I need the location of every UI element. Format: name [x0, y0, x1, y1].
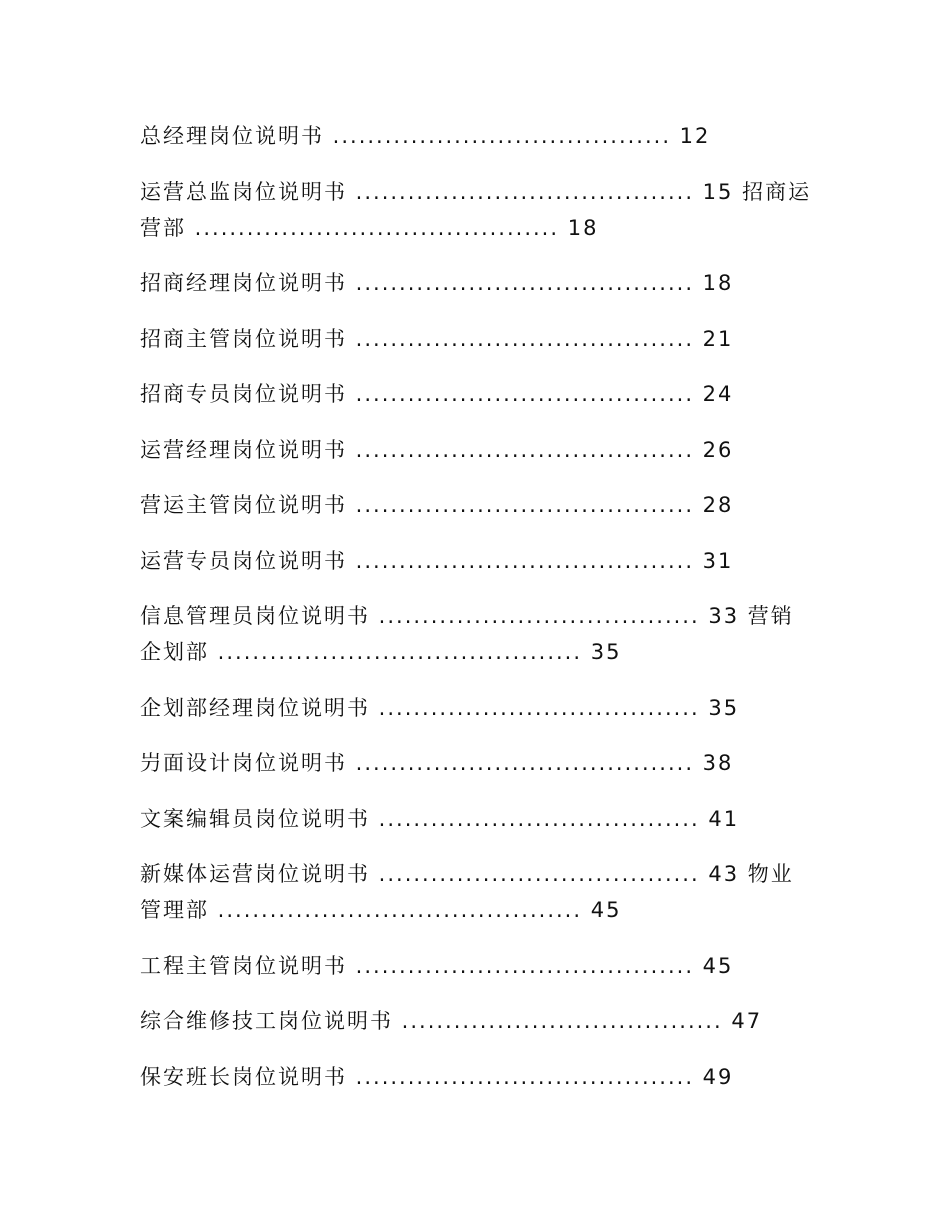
- toc-entry[interactable]: [140, 174, 820, 246]
- toc-entry[interactable]: [140, 432, 820, 468]
- toc-line: 信息管理员岗位说明书 ..................................... 33 营销: [140, 604, 794, 628]
- toc-line: 屶面设计岗位说明书 ....................................... 38: [140, 751, 734, 775]
- toc-line: 总经理岗位说明书 ....................................... 12: [140, 124, 711, 148]
- toc-line: 运营经理岗位说明书 ....................................... 26: [140, 437, 734, 462]
- toc-entry[interactable]: [140, 801, 820, 837]
- toc-entry[interactable]: [140, 487, 820, 523]
- toc-line: 文案编辑员岗位说明书 ..................................... 41: [140, 806, 740, 831]
- toc-entry[interactable]: [140, 745, 820, 781]
- toc-line: 综合维修技工岗位说明书 ..................................... 47: [140, 1009, 763, 1033]
- toc-entry[interactable]: [140, 118, 820, 154]
- toc-line: 新媒体运营岗位说明书 ..................................... 43 物业: [140, 862, 794, 886]
- toc-line: 招商经理岗位说明书 ....................................... 18: [140, 271, 734, 295]
- toc-line: 企划部经理岗位说明书 ..................................... 35: [140, 695, 740, 720]
- toc-entry[interactable]: [140, 543, 820, 579]
- toc-entry[interactable]: [140, 1059, 820, 1095]
- toc-entry[interactable]: [140, 690, 820, 726]
- toc-entry[interactable]: [140, 265, 820, 301]
- toc-line: 招商专员岗位说明书 ....................................... 24: [140, 382, 734, 406]
- toc-line: 招商主管岗位说明书 ....................................... 21: [140, 326, 734, 351]
- toc-line: 运营专员岗位说明书 ....................................... 31: [140, 548, 734, 573]
- toc-line: 管理部 .......................................... 45: [140, 898, 622, 922]
- toc-entry[interactable]: [140, 321, 820, 357]
- toc-line: 企划部 .......................................... 35: [140, 640, 622, 664]
- toc-line: 运营总监岗位说明书 ....................................... 15 招商运: [140, 179, 812, 204]
- toc-entry[interactable]: [140, 1003, 820, 1039]
- toc-entry[interactable]: [140, 376, 820, 412]
- toc-line: 营部 .......................................... 18: [140, 215, 599, 240]
- toc-entry[interactable]: [140, 856, 820, 928]
- toc-entry[interactable]: [140, 598, 820, 670]
- toc-line: 工程主管岗位说明书 ....................................... 45: [140, 953, 734, 978]
- toc-line: 营运主管岗位说明书 ....................................... 28: [140, 493, 734, 517]
- toc-line: 保安班长岗位说明书 ....................................... 49: [140, 1064, 734, 1089]
- table-of-contents: [140, 118, 820, 1114]
- toc-entry[interactable]: [140, 948, 820, 984]
